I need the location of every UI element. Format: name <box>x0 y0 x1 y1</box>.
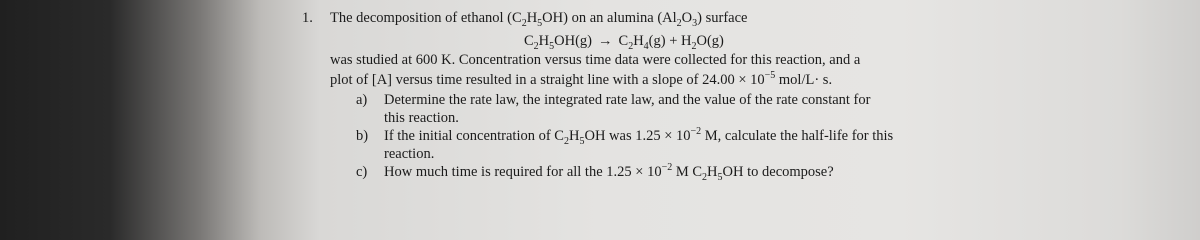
subscript: 2 <box>676 17 682 29</box>
part-b-continuation: reaction. <box>384 146 435 162</box>
subscript: 2 <box>702 171 708 183</box>
subscript: 2 <box>563 135 569 147</box>
superscript: −2 <box>690 126 702 138</box>
subscript: 4 <box>643 40 649 52</box>
reaction-arrow: → <box>598 33 613 49</box>
line3-text: plot of [A] versus time resulted in a straight line with a slope of 24.00 × 10 <box>330 72 765 88</box>
intro-text: OH) on an alumina (Al <box>542 10 677 26</box>
reaction-equation <box>524 33 724 50</box>
part-c-segment: H <box>707 164 718 180</box>
subscript: 5 <box>537 17 543 29</box>
subscript: 2 <box>691 40 697 52</box>
subscript: 5 <box>549 40 555 52</box>
intro-text: ) surface <box>697 10 748 26</box>
equation-text: C <box>618 33 629 49</box>
line3-text: mol/L· s. <box>775 72 833 88</box>
part-a-continuation: this reaction. <box>384 110 459 126</box>
part-b-segment: M, calculate the half-life for this <box>701 128 894 144</box>
intro-text: H <box>526 10 538 26</box>
superscript: −2 <box>661 162 673 174</box>
equation-text: O(g) <box>696 33 724 49</box>
part-b-label: b) <box>356 128 369 144</box>
subscript: 2 <box>628 40 634 52</box>
equation-text: OH(g) <box>554 33 593 49</box>
part-b-text <box>384 128 893 145</box>
part-c-text <box>384 164 834 181</box>
part-a-label: a) <box>356 92 368 108</box>
part-b-segment: OH was 1.25 × 10 <box>584 128 691 144</box>
subscript: 5 <box>717 171 723 183</box>
part-a-text: Determine the rate law, the integrated rate law, and the value of the rate constant for <box>384 92 871 108</box>
equation-text: H <box>538 33 550 49</box>
superscript: −5 <box>764 70 776 82</box>
part-c-segment: M C <box>672 164 703 180</box>
part-b-segment: H <box>568 128 580 144</box>
part-c-label: c) <box>356 164 368 180</box>
intro-text: The decomposition of ethanol (C <box>330 10 522 26</box>
question-line-2: was studied at 600 K. Concentration versus time data were collected for this reaction, and a <box>330 52 861 68</box>
subscript: 3 <box>692 17 698 29</box>
part-c-segment: OH to decompose? <box>722 164 834 180</box>
equation-text: H <box>633 33 644 49</box>
question-line-3 <box>330 72 832 89</box>
subscript: 5 <box>579 135 585 147</box>
intro-text: O <box>681 10 693 26</box>
part-c-segment: How much time is required for all the 1.25 × 10 <box>384 164 662 180</box>
subscript: 2 <box>521 17 527 29</box>
part-b-segment: If the initial concentration of C <box>384 128 564 144</box>
equation-text: (g) + H <box>648 33 692 49</box>
question-intro <box>330 10 747 27</box>
equation-text: C <box>524 33 534 49</box>
subscript: 2 <box>533 40 539 52</box>
question-number: 1. <box>302 10 313 26</box>
